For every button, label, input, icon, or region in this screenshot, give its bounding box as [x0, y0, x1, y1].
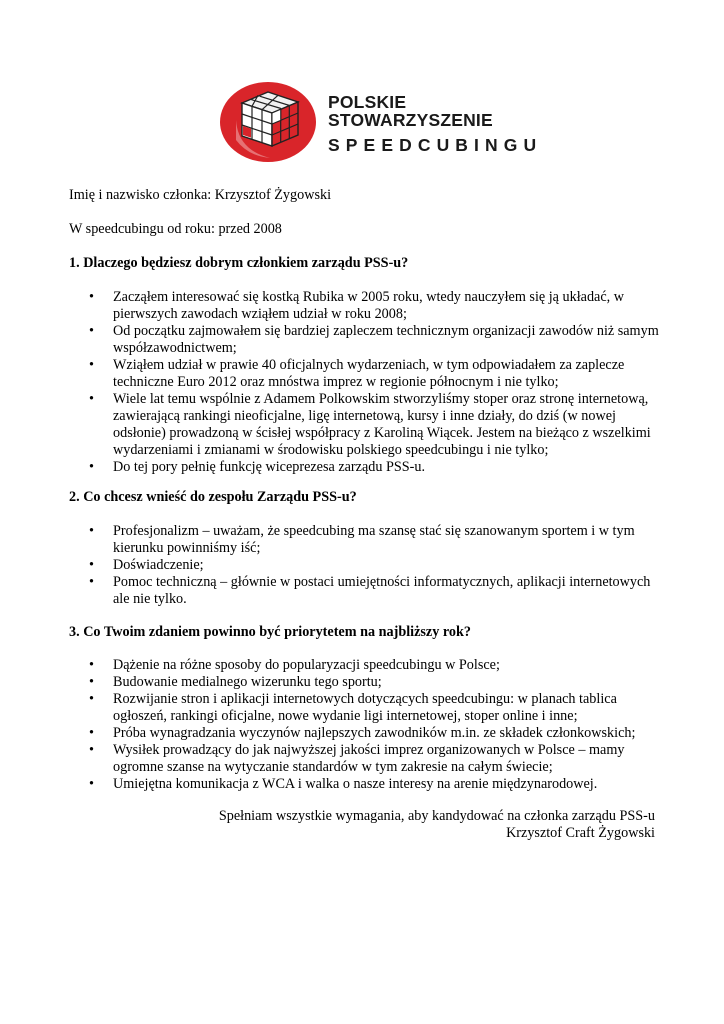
list-item: • Do tej pory pełnię funkcję wiceprezesa zarządu PSS-u. [89, 459, 426, 475]
logo-line-2: SPEEDCUBINGU [328, 135, 543, 155]
bullet: • [89, 691, 94, 707]
list-item: • Próba wynagradzania wyczynów najlepszych zawodników m.in. ze składek członkowskich; [89, 725, 636, 741]
bullet: • [89, 725, 94, 741]
list-item: • Zacząłem interesować się kostką Rubika w 2005 roku, wtedy nauczyłem się ją układać, w pierwszych zawodach wziąłem udział w roku 2008; [89, 289, 624, 322]
bullet: • [89, 557, 94, 573]
closing-statement: Spełniam wszystkie wymagania, aby kandydować na członka zarządu PSS-u [218, 808, 655, 824]
bullet: • [89, 459, 94, 475]
bullet: • [89, 523, 94, 539]
list-item: • Rozwijanie stron i aplikacji internetowych dotyczących speedcubingu: w planach tablica ogłoszeń, rankingi oficjalne, nowe wydanie ligi internetowej, stoper online i inne; [89, 691, 617, 724]
section-3-heading: 3. Co Twoim zdaniem powinno być priorytetem na najbliższy rok? [69, 624, 471, 640]
logo-line-1: POLSKIE STOWARZYSZENIE [328, 92, 493, 130]
section-1-list [0, 289, 724, 476]
list-item: • Od początku zajmowałem się bardziej zapleczem technicznym organizacji zawodów niż samym współzawodnictwem; [89, 323, 659, 356]
signature: Krzysztof Craft Żygowski [506, 825, 655, 841]
logo-wordmark [328, 94, 542, 155]
bullet: • [89, 657, 94, 673]
section-3-list [0, 657, 724, 793]
bullet: • [89, 742, 94, 758]
list-item: • Profesjonalizm – uważam, że speedcubing ma szansę stać się szanowanym sportem i w tym kierunku powinniśmy iść; [89, 523, 635, 556]
pss-logo [218, 80, 543, 164]
speedcubing-since: W speedcubingu od roku: przed 2008 [69, 221, 282, 237]
bullet: • [89, 574, 94, 590]
bullet: • [89, 357, 94, 373]
section-1-heading: 1. Dlaczego będziesz dobrym członkiem zarządu PSS-u? [69, 255, 409, 271]
list-item: • Pomoc techniczną – głównie w postaci umiejętności informatycznych, aplikacji internetowych ale nie tylko. [89, 574, 651, 607]
list-item: • Doświadczenie; [89, 557, 204, 573]
bullet: • [89, 776, 94, 792]
list-item: • Budowanie medialnego wizerunku tego sportu; [89, 674, 382, 690]
bullet: • [89, 289, 94, 305]
bullet: • [89, 674, 94, 690]
rubiks-cube-icon [218, 80, 322, 164]
section-2-list [0, 523, 724, 608]
list-item: • Umiejętna komunikacja z WCA i walka o nasze interesy na arenie międzynarodowej. [89, 776, 598, 792]
bullet: • [89, 323, 94, 339]
member-name: Imię i nazwisko członka: Krzysztof Żygowski [69, 187, 332, 203]
bullet: • [89, 391, 94, 407]
list-item: • Wziąłem udział w prawie 40 oficjalnych wydarzeniach, w tym odpowiadałem za zaplecze techniczne Euro 2012 oraz mnóstwa imprez w regionie północnym i nie tylko; [89, 357, 625, 390]
list-item: • Wiele lat temu wspólnie z Adamem Polkowskim stworzyliśmy stoper oraz stronę internetową, zawierającą rankingi nieoficjalne, ligę internetową, kursy i inne działy, do dziś (w nowej odsłonie) prowadzoną w ścisłej współpracy z Karoliną Wiącek. Jestem na bieżąco z wszelkimi wydarzeniami i zmianami w środowisku polskiego speedcubingu i nie tylko; [89, 391, 651, 458]
list-item: • Wysiłek prowadzący do jak najwyższej jakości imprez organizowanych w Polsce – mamy ogromne szanse na wytyczanie standardów w tym zakresie na całym świecie; [89, 742, 625, 775]
list-item: • Dążenie na różne sposoby do popularyzacji speedcubingu w Polsce; [89, 657, 500, 673]
section-2-heading: 2. Co chcesz wnieść do zespołu Zarządu PSS-u? [69, 489, 357, 505]
